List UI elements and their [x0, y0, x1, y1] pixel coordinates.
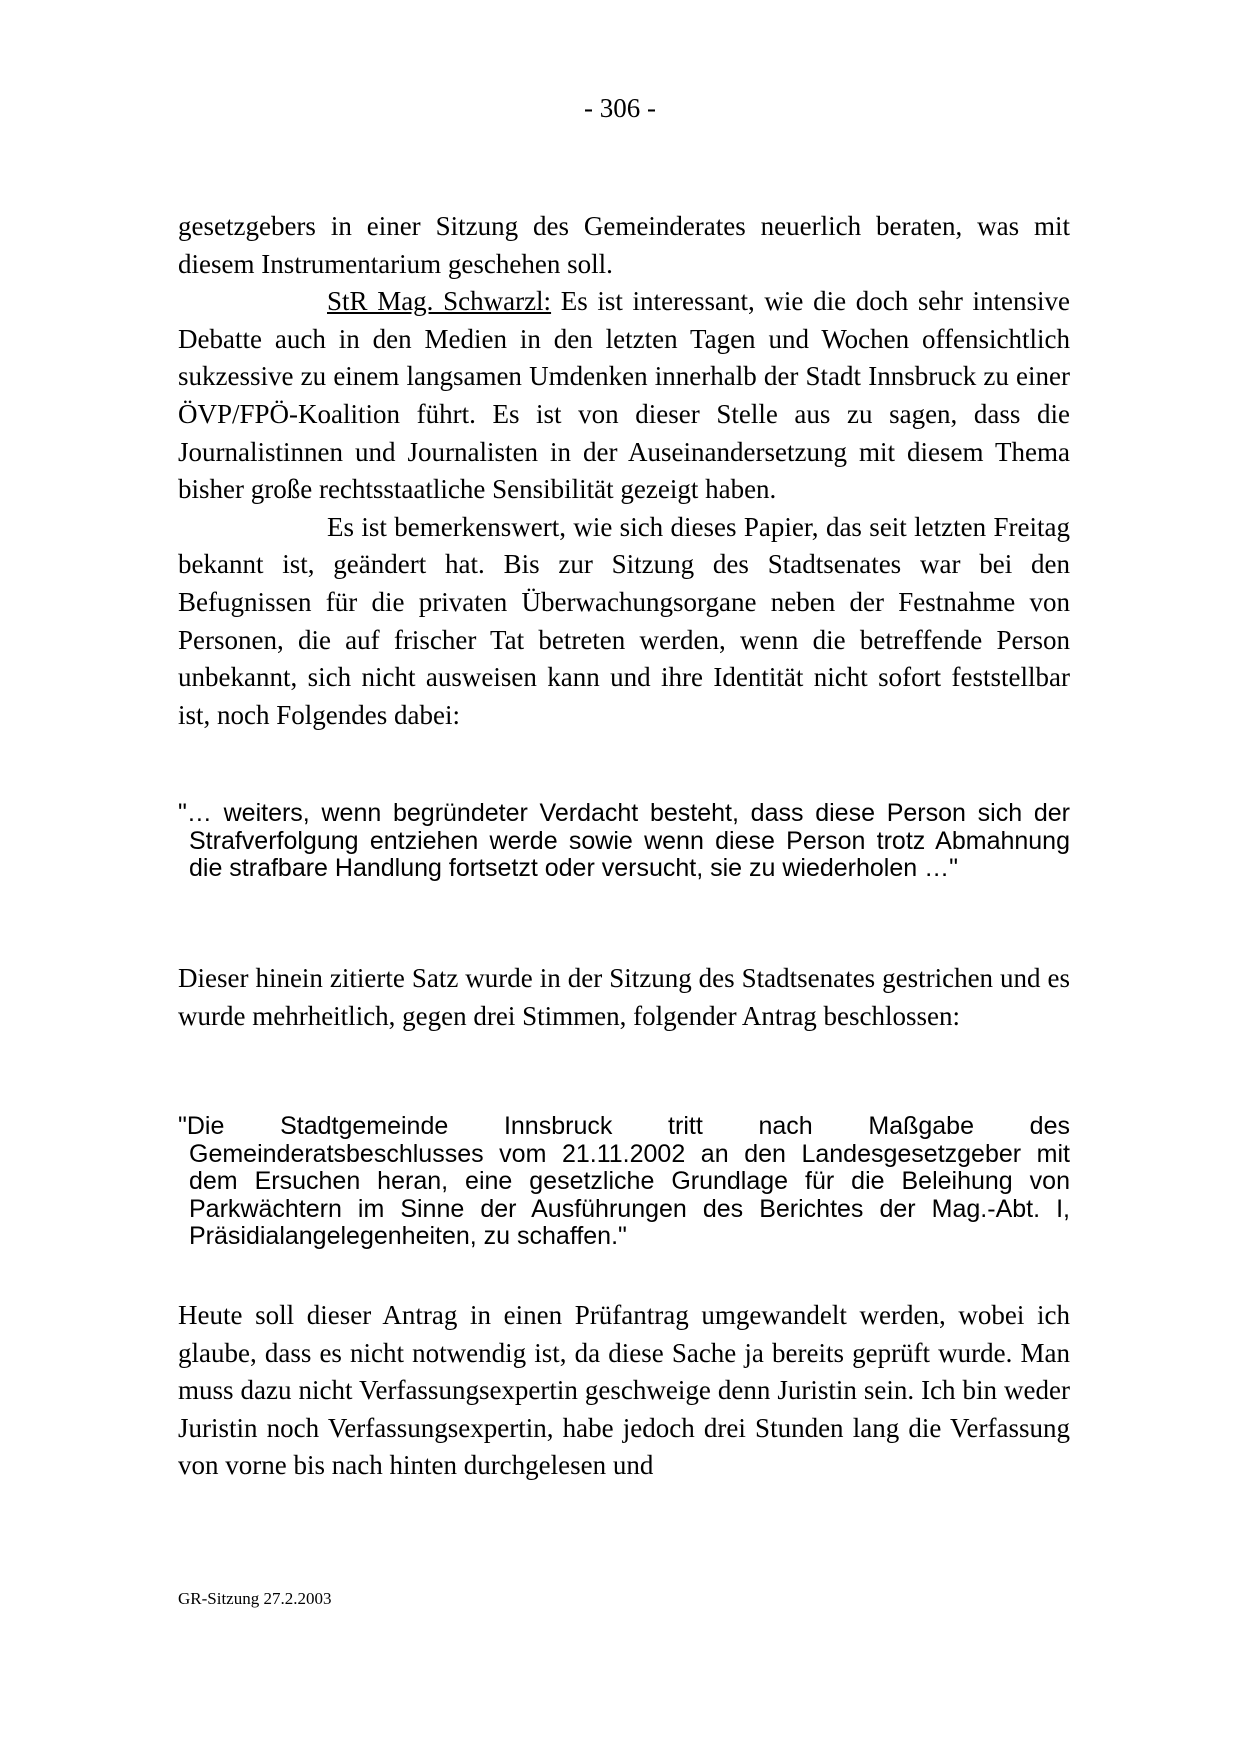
- paragraph-motion-intro: Dieser hinein zitierte Satz wurde in der Sitzung des Stadtsenates gestrichen und es wurde mehrheitlich, gegen drei Stimmen, folgender Antrag beschlossen:: [178, 963, 1070, 1031]
- quote-block-1: "… weiters, wenn begründeter Verdacht besteht, dass diese Person sich der Strafverfolgung entziehen werde sowie wenn diese Person trotz Abmahnung die strafbare Handlung fortsetzt oder versucht, sie zu wiederholen …": [178, 799, 1070, 882]
- quote-block-2: "Die Stadtgemeinde Innsbruck tritt nach Maßgabe des Gemeinderatsbeschlusses vom 21.11.2002 an den Landesgesetzgeber mit dem Ersuchen heran, eine gesetzliche Grundlage für die Beleihung von Parkwächtern im Sinne der Ausführungen des Berichtes der Mag.-Abt. I, Präsidialangelegenheiten, zu schaffen.": [178, 1112, 1070, 1250]
- paragraph-remark: Es ist bemerkenswert, wie sich dieses Papier, das seit letzten Freitag bekannt ist, geändert hat. Bis zur Sitzung des Stadtsenates war bei den Befugnissen für die privaten Überwachungsorgane neben der Festnahme von Personen, die auf frischer Tat betreten werden, wenn die betreffende Person unbekannt, sich nicht ausweisen kann und ihre Identität nicht sofort feststellbar ist, noch Folgendes dabei:: [178, 511, 1070, 730]
- text-block-2: [178, 960, 1070, 1035]
- paragraph-closing: Heute soll dieser Antrag in einen Prüfantrag umgewandelt werden, wobei ich glaube, dass es nicht notwendig ist, da diese Sache ja bereits geprüft wurde. Man muss dazu nicht Verfassungsexpertin geschweige denn Juristin sein. Ich bin weder Juristin noch Verfassungsexpertin, habe jedoch drei Stunden lang die Verfassung von vorne bis nach hinten durchgelesen und: [178, 1300, 1070, 1481]
- speaker-name: StR Mag. Schwarzl:: [327, 286, 552, 317]
- speaker-statement-text: Es ist interessant, wie die doch sehr intensive Debatte auch in den Medien in den letzten Tagen und Wochen offensichtlich sukzessive zu einem langsamen Umdenken innerhalb der Stadt Innsbruck zu einer ÖVP/FPÖ-Koalition führt. Es ist von dieser Stelle aus zu sagen, dass die Journalistinnen und Journalisten in der Auseinandersetzung mit diesem Thema bisher große rechtsstaatliche Sensibilität gezeigt haben.: [178, 286, 1070, 505]
- paragraph-continuation: gesetzgebers in einer Sitzung des Gemeinderates neuerlich beraten, was mit diesem Instrumentarium geschehen soll.: [178, 211, 1070, 279]
- footer-session-date: GR-Sitzung 27.2.2003: [178, 1589, 332, 1608]
- text-block-3: [178, 1297, 1070, 1485]
- text-block-1: [178, 208, 1070, 734]
- paragraph-speaker-statement: [178, 283, 1070, 509]
- page-number: - 306 -: [584, 93, 656, 123]
